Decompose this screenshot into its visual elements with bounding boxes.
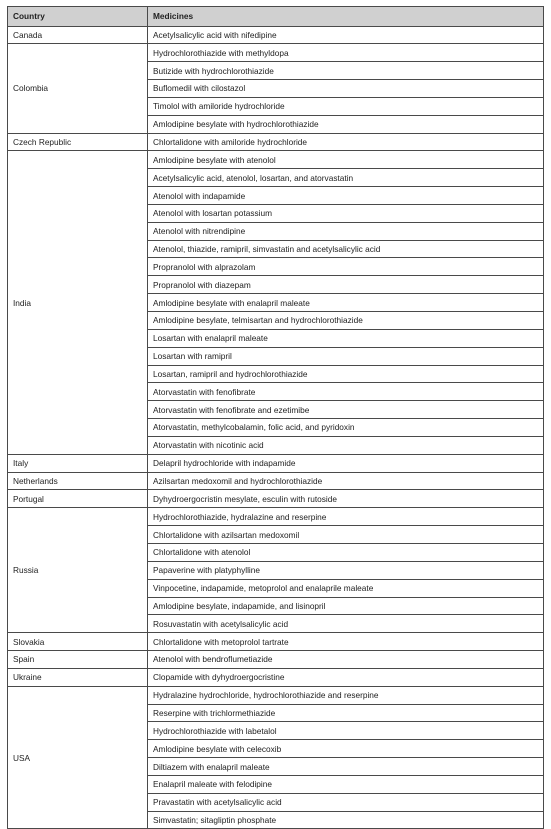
country-cell: Netherlands (8, 472, 148, 490)
header-row (8, 7, 544, 27)
medicine-cell: Reserpine with trichlormethiazide (148, 704, 544, 722)
medicine-cell: Losartan with ramipril (148, 347, 544, 365)
table-body (8, 26, 544, 829)
country-cell: Slovakia (8, 633, 148, 651)
table-row (8, 151, 544, 169)
medicine-cell: Atorvastatin with fenofibrate (148, 383, 544, 401)
table-row (8, 668, 544, 686)
country-cell: Russia (8, 508, 148, 633)
medicine-cell: Chlortalidone with metoprolol tartrate (148, 633, 544, 651)
medicine-cell: Atenolol, thiazide, ramipril, simvastatin and acetylsalicylic acid (148, 240, 544, 258)
table-row (8, 44, 544, 62)
medicine-cell: Vinpocetine, indapamide, metoprolol and enalaprile maleate (148, 579, 544, 597)
country-cell: USA (8, 686, 148, 829)
country-cell: Spain (8, 651, 148, 669)
medicine-cell: Simvastatin; sitagliptin phosphate (148, 811, 544, 829)
medicine-cell: Amlodipine besylate with atenolol (148, 151, 544, 169)
medicine-cell: Atorvastatin, methylcobalamin, folic acid, and pyridoxin (148, 419, 544, 437)
table-row (8, 508, 544, 526)
country-cell: Italy (8, 454, 148, 472)
medicine-cell: Butizide with hydrochlorothiazide (148, 62, 544, 80)
table-row (8, 133, 544, 151)
medicine-cell: Amlodipine besylate with hydrochlorothiazide (148, 115, 544, 133)
medicine-cell: Azilsartan medoxomil and hydrochlorothiazide (148, 472, 544, 490)
medicine-cell: Delapril hydrochloride with indapamide (148, 454, 544, 472)
medicine-cell: Amlodipine besylate with celecoxib (148, 740, 544, 758)
country-cell: Ukraine (8, 668, 148, 686)
country-cell: Canada (8, 26, 148, 44)
medicine-cell: Dyhydroergocristin mesylate, esculin with rutoside (148, 490, 544, 508)
medicine-cell: Atenolol with indapamide (148, 187, 544, 205)
table-row (8, 490, 544, 508)
medicine-cell: Losartan with enalapril maleate (148, 329, 544, 347)
medicine-cell: Pravastatin with acetylsalicylic acid (148, 793, 544, 811)
medicine-cell: Hydralazine hydrochloride, hydrochlorothiazide and reserpine (148, 686, 544, 704)
table-row (8, 686, 544, 704)
medicines-table (7, 6, 544, 829)
medicine-cell: Atorvastatin with nicotinic acid (148, 436, 544, 454)
medicine-cell: Timolol with amiloride hydrochloride (148, 97, 544, 115)
medicine-cell: Diltiazem with enalapril maleate (148, 758, 544, 776)
medicine-cell: Enalapril maleate with felodipine (148, 775, 544, 793)
medicine-cell: Chlortalidone with atenolol (148, 543, 544, 561)
medicine-cell: Amlodipine besylate, indapamide, and lisinopril (148, 597, 544, 615)
medicine-cell: Atenolol with losartan potassium (148, 204, 544, 222)
medicine-cell: Buflomedil with cilostazol (148, 80, 544, 98)
country-cell: Portugal (8, 490, 148, 508)
medicine-cell: Hydrochlorothiazide, hydralazine and reserpine (148, 508, 544, 526)
medicine-cell: Chlortalidone with amiloride hydrochloride (148, 133, 544, 151)
medicine-cell: Acetylsalicylic acid with nifedipine (148, 26, 544, 44)
country-cell: India (8, 151, 148, 454)
table-row (8, 26, 544, 44)
medicine-cell: Amlodipine besylate with enalapril maleate (148, 294, 544, 312)
medicine-cell: Hydrochlorothiazide with methyldopa (148, 44, 544, 62)
medicine-cell: Acetylsalicylic acid, atenolol, losartan, and atorvastatin (148, 169, 544, 187)
medicine-cell: Losartan, ramipril and hydrochlorothiazide (148, 365, 544, 383)
header-medicines: Medicines (148, 7, 544, 27)
medicine-cell: Clopamide with dyhydroergocristine (148, 668, 544, 686)
medicine-cell: Amlodipine besylate, telmisartan and hydrochlorothiazide (148, 312, 544, 330)
medicine-cell: Chlortalidone with azilsartan medoxomil (148, 526, 544, 544)
medicine-cell: Propranolol with diazepam (148, 276, 544, 294)
table-row (8, 633, 544, 651)
country-cell: Colombia (8, 44, 148, 133)
medicine-cell: Propranolol with alprazolam (148, 258, 544, 276)
table-row (8, 472, 544, 490)
medicine-cell: Hydrochlorothiazide with labetalol (148, 722, 544, 740)
medicine-cell: Rosuvastatin with acetylsalicylic acid (148, 615, 544, 633)
header-country: Country (8, 7, 148, 27)
medicine-cell: Papaverine with platyphylline (148, 561, 544, 579)
medicine-cell: Atorvastatin with fenofibrate and ezetimibe (148, 401, 544, 419)
medicine-cell: Atenolol with bendroflumetiazide (148, 651, 544, 669)
medicine-cell: Atenolol with nitrendipine (148, 222, 544, 240)
table-row (8, 454, 544, 472)
table-row (8, 651, 544, 669)
country-cell: Czech Republic (8, 133, 148, 151)
